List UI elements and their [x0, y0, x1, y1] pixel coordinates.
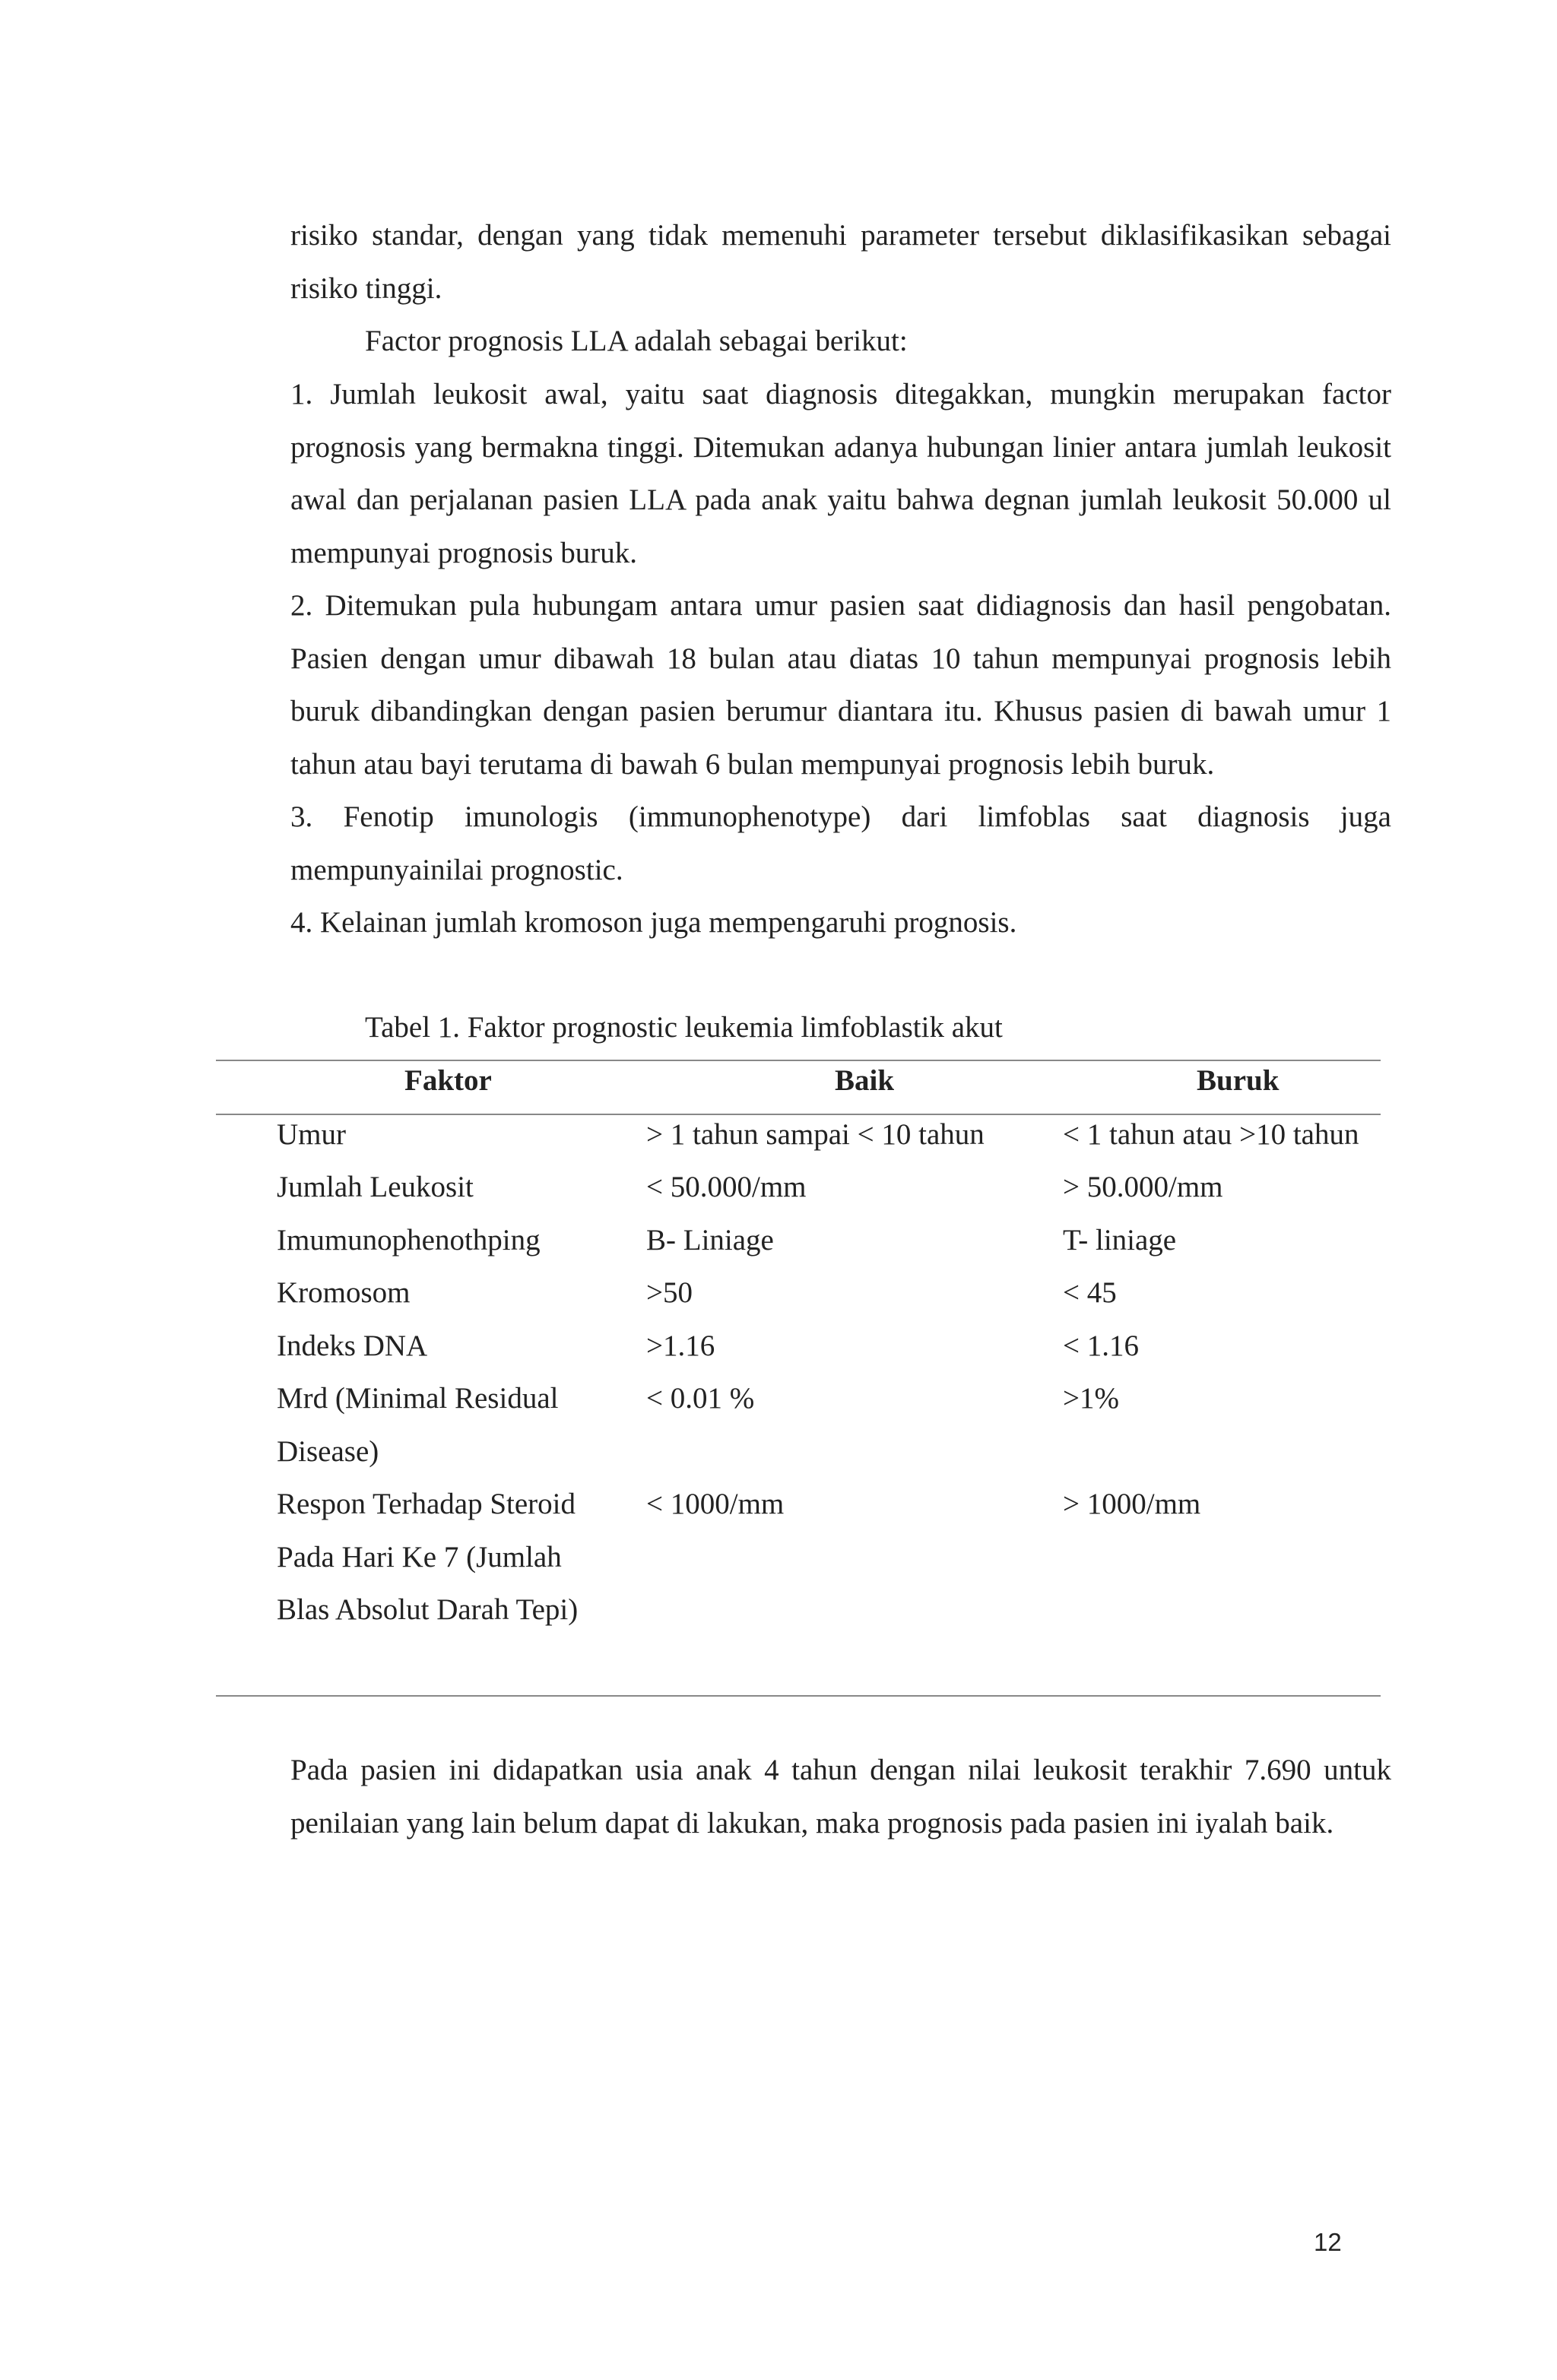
table-cell-baik: >1.16: [646, 1329, 715, 1362]
table-cell-buruk: T- liniage: [1063, 1224, 1177, 1257]
item1-line-2: prognosis yang bermakna tinggi. Ditemukan adanya hubungan linier antara jumlah leukosit: [290, 430, 1391, 464]
intro-line-2: risiko tinggi.: [290, 271, 442, 305]
table-cell-buruk: < 1 tahun atau >10 tahun: [1063, 1118, 1359, 1151]
item1-line-3: awal dan perjalanan pasien LLA pada anak yaitu bahwa degnan jumlah leukosit 50.000 ul: [290, 483, 1391, 516]
table-cell-baik: < 1000/mm: [646, 1488, 785, 1520]
list-item-3: [290, 791, 1391, 896]
table-cell-faktor: Imumunophenothping: [277, 1224, 541, 1257]
table-cell-buruk: >1%: [1063, 1382, 1119, 1415]
table-cell-faktor: Kromosom: [277, 1276, 411, 1309]
table-cell-baik: < 50.000/mm: [646, 1171, 807, 1203]
factor-heading-paragraph: [290, 315, 1391, 368]
table-cell-baik: B- Liniage: [646, 1224, 774, 1257]
list-item-4: [290, 896, 1391, 949]
table-cell-faktor: Umur: [277, 1118, 346, 1151]
intro-paragraph: [290, 209, 1391, 315]
item2-line-3: buruk dibandingkan dengan pasien berumur diantara itu. Khusus pasien di bawah umur 1: [290, 695, 1391, 727]
item1-line-1: 1. Jumlah leukosit awal, yaitu saat diagnosis ditegakkan, mungkin merupakan factor: [290, 378, 1391, 410]
table-bottom-rule: [216, 1695, 1381, 1697]
list-item-2: [290, 579, 1391, 791]
table-caption: Tabel 1. Faktor prognostic leukemia limfoblastik akut: [365, 1011, 1003, 1044]
item2-line-2: Pasien dengan umur dibawah 18 bulan atau diatas 10 tahun mempunyai prognosis lebih: [290, 642, 1391, 675]
item3-line-2: mempunyainilai prognostic.: [290, 853, 623, 886]
page-number: 12: [1314, 2228, 1342, 2256]
conclusion-line-2: penilaian yang lain belum dapat di lakukan, maka prognosis pada pasien ini iyalah baik.: [290, 1806, 1334, 1840]
conclusion-paragraph: [290, 1744, 1391, 1849]
table-cell-faktor: Jumlah Leukosit: [277, 1171, 474, 1203]
table-cell-baik: < 0.01 %: [646, 1382, 755, 1415]
factor-heading: Factor prognosis LLA adalah sebagai berikut:: [365, 325, 908, 357]
list-item-1: [290, 368, 1391, 579]
table-header-buruk: Buruk: [1197, 1064, 1280, 1097]
table-cell-buruk: < 1.16: [1063, 1329, 1139, 1362]
table-cell-buruk: > 50.000/mm: [1063, 1171, 1223, 1203]
conclusion-line-1: Pada pasien ini didapatkan usia anak 4 tahun dengan nilai leukosit terakhir 7.690 untuk: [290, 1754, 1391, 1786]
item3-line-1: 3. Fenotip imunologis (immunophenotype) dari limfoblas saat diagnosis juga: [290, 800, 1391, 833]
item4-line-1: 4. Kelainan jumlah kromoson juga mempengaruhi prognosis.: [290, 906, 1017, 939]
table-cell-faktor: Respon Terhadap Steroid Pada Hari Ke 7 (Jumlah Blas Absolut Darah Tepi): [277, 1488, 579, 1626]
item2-line-4: tahun atau bayi terutama di bawah 6 bulan mempunyai prognosis lebih buruk.: [290, 747, 1215, 781]
table-cell-baik: >50: [646, 1276, 693, 1309]
table-cell-faktor: Indeks DNA: [277, 1329, 428, 1362]
table-cell-faktor: Mrd (Minimal Residual Disease): [277, 1382, 559, 1468]
intro-line-1: risiko standar, dengan yang tidak memenuhi parameter tersebut diklasifikasikan sebagai: [290, 219, 1391, 252]
item1-line-4: mempunyai prognosis buruk.: [290, 536, 638, 569]
table-header-faktor: Faktor: [404, 1064, 492, 1097]
table-cell-baik: > 1 tahun sampai < 10 tahun: [646, 1118, 985, 1151]
item2-line-1: 2. Ditemukan pula hubungam antara umur pasien saat didiagnosis dan hasil pengobatan.: [290, 589, 1391, 622]
table-cell-buruk: > 1000/mm: [1063, 1488, 1201, 1520]
table-header-baik: Baik: [835, 1064, 895, 1097]
table-cell-buruk: < 45: [1063, 1276, 1117, 1309]
